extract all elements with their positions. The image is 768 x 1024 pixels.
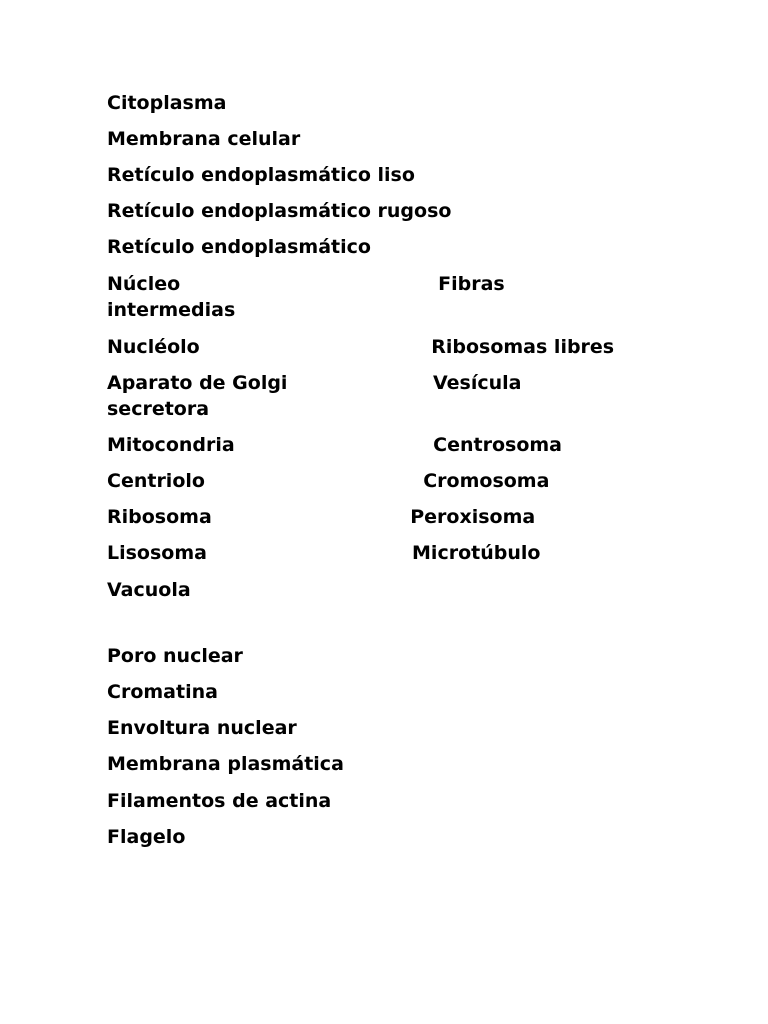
text-line: Retículo endoplasmático rugoso: [107, 200, 452, 222]
text-line: Aparato de Golgi Vesícula: [107, 372, 522, 394]
text-line: Membrana celular: [107, 128, 301, 150]
text-line: Mitocondria Centrosoma: [107, 434, 562, 456]
text-line: Ribosoma Peroxisoma: [107, 506, 536, 528]
text-line: Lisosoma Microtúbulo: [107, 542, 541, 564]
text-line: Centriolo Cromosoma: [107, 470, 550, 492]
text-line: Retículo endoplasmático: [107, 236, 371, 258]
text-line: Nucléolo Ribosomas libres: [107, 336, 615, 358]
text-line: Núcleo Fibras: [107, 273, 505, 295]
text-line: Membrana plasmática: [107, 753, 344, 775]
text-line: Flagelo: [107, 826, 186, 848]
text-line: Vacuola: [107, 579, 191, 601]
text-line: Poro nuclear: [107, 645, 243, 667]
text-line: Retículo endoplasmático liso: [107, 164, 415, 186]
text-line: Citoplasma: [107, 92, 227, 114]
text-line: Filamentos de actina: [107, 790, 332, 812]
text-line: secretora: [107, 398, 210, 420]
text-line: Cromatina: [107, 681, 218, 703]
text-line: Envoltura nuclear: [107, 717, 297, 739]
text-line: intermedias: [107, 299, 236, 321]
